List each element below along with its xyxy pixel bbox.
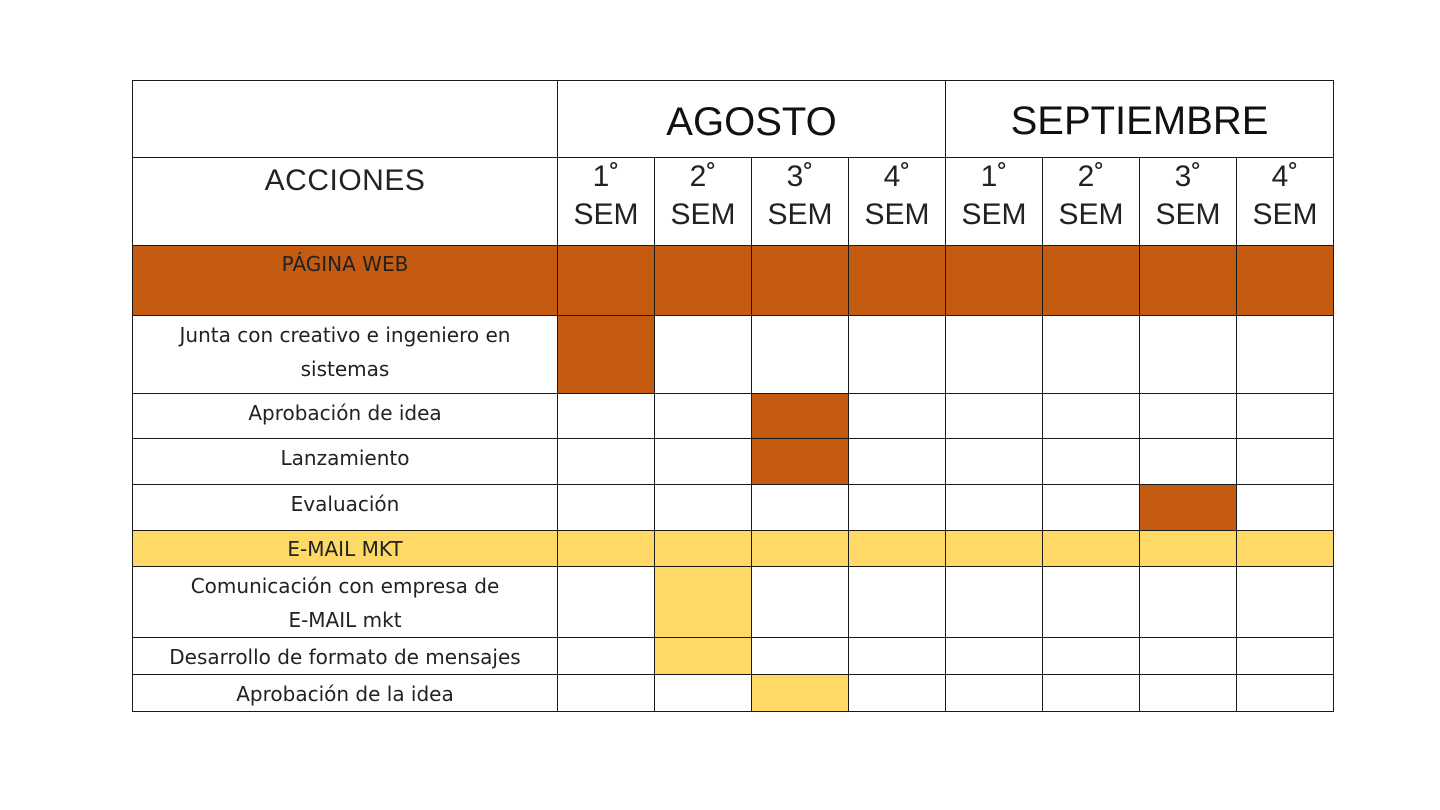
- week-number: 2˚: [689, 160, 717, 193]
- task-label: [133, 439, 558, 485]
- week-cell-active: [655, 567, 752, 638]
- week-cell-active: [1140, 246, 1237, 316]
- task-row: [133, 567, 1334, 638]
- week-header-cell: [946, 158, 1043, 246]
- task-label-line: Comunicación con empresa de: [190, 574, 500, 598]
- week-unit: SEM: [961, 198, 1027, 231]
- week-cell: [1237, 485, 1334, 531]
- task-row: [133, 439, 1334, 485]
- week-cell: [1140, 439, 1237, 485]
- task-label: [133, 675, 558, 712]
- week-cell: [752, 316, 849, 394]
- week-header-cell: [1237, 158, 1334, 246]
- week-cell: [655, 394, 752, 439]
- week-unit: SEM: [864, 198, 930, 231]
- week-cell: [946, 439, 1043, 485]
- week-cell: [946, 485, 1043, 531]
- task-label-line: Junta con creativo e ingeniero en: [179, 323, 511, 347]
- week-cell-active: [655, 638, 752, 675]
- week-cell: [1237, 439, 1334, 485]
- week-header-cell: [558, 158, 655, 246]
- week-cell-active: [752, 675, 849, 712]
- week-cell: [1043, 394, 1140, 439]
- week-cell: [849, 675, 946, 712]
- week-cell-active: [1237, 246, 1334, 316]
- week-cell: [1043, 439, 1140, 485]
- week-cell: [946, 567, 1043, 638]
- week-number: 1˚: [592, 160, 620, 193]
- week-cell: [558, 394, 655, 439]
- task-label: [133, 485, 558, 531]
- week-header-cell: [655, 158, 752, 246]
- task-label-line: Lanzamiento: [280, 446, 410, 470]
- week-cell-active: [1140, 531, 1237, 567]
- week-cell: [752, 638, 849, 675]
- task-label: [133, 394, 558, 439]
- week-header-cell: [752, 158, 849, 246]
- week-cell: [558, 638, 655, 675]
- week-number: 3˚: [1174, 160, 1202, 193]
- week-cell: [946, 675, 1043, 712]
- task-row: [133, 675, 1334, 712]
- section-label: E-MAIL MKT: [133, 531, 558, 567]
- week-cell-active: [558, 246, 655, 316]
- week-cell: [1237, 675, 1334, 712]
- week-cell-active: [1237, 531, 1334, 567]
- week-cell: [1043, 567, 1140, 638]
- week-cell: [1043, 638, 1140, 675]
- task-label: [133, 567, 558, 638]
- week-unit: SEM: [767, 198, 833, 231]
- week-cell: [1043, 485, 1140, 531]
- week-number: 4˚: [1271, 160, 1299, 193]
- week-cell: [1140, 675, 1237, 712]
- week-cell-active: [655, 246, 752, 316]
- week-number: 2˚: [1077, 160, 1105, 193]
- week-cell: [849, 567, 946, 638]
- week-cell: [558, 567, 655, 638]
- section-label: PÁGINA WEB: [133, 246, 558, 316]
- month-header-septiembre: SEPTIEMBRE: [946, 81, 1334, 158]
- task-row: [133, 316, 1334, 394]
- week-cell: [558, 675, 655, 712]
- week-unit: SEM: [1252, 198, 1318, 231]
- week-header-row: [133, 158, 1334, 246]
- week-cell: [1237, 316, 1334, 394]
- task-label-line: Evaluación: [290, 492, 400, 516]
- week-unit: SEM: [670, 198, 736, 231]
- week-cell-active: [752, 246, 849, 316]
- month-header-row: [133, 81, 1334, 158]
- week-cell-active: [849, 246, 946, 316]
- week-cell-active: [1043, 246, 1140, 316]
- week-cell: [1237, 567, 1334, 638]
- week-cell: [752, 485, 849, 531]
- week-unit: SEM: [573, 198, 639, 231]
- week-cell: [655, 439, 752, 485]
- week-cell: [1140, 567, 1237, 638]
- week-cell: [849, 638, 946, 675]
- week-cell: [558, 485, 655, 531]
- task-row: [133, 394, 1334, 439]
- week-cell: [752, 567, 849, 638]
- task-row: [133, 638, 1334, 675]
- week-cell-active: [558, 531, 655, 567]
- month-header-agosto: AGOSTO: [558, 81, 946, 158]
- week-cell: [655, 485, 752, 531]
- week-cell-active: [946, 531, 1043, 567]
- week-number: 4˚: [883, 160, 911, 193]
- week-cell: [1140, 394, 1237, 439]
- schedule-table: [132, 80, 1334, 712]
- week-number: 1˚: [980, 160, 1008, 193]
- task-label-line: sistemas: [300, 357, 390, 381]
- task-label-line: Aprobación de la idea: [236, 682, 454, 706]
- week-unit: SEM: [1155, 198, 1221, 231]
- week-cell: [1043, 316, 1140, 394]
- week-cell: [558, 439, 655, 485]
- week-number: 3˚: [786, 160, 814, 193]
- section-row-email-mkt: [133, 531, 1334, 567]
- task-label-line: Aprobación de idea: [248, 401, 442, 425]
- week-cell-active: [752, 439, 849, 485]
- week-header-cell: [1140, 158, 1237, 246]
- week-cell: [655, 675, 752, 712]
- week-cell: [1237, 638, 1334, 675]
- task-label: [133, 638, 558, 675]
- section-row-pagina-web: [133, 246, 1334, 316]
- week-cell: [946, 638, 1043, 675]
- week-cell-active: [655, 531, 752, 567]
- week-cell-active: [752, 394, 849, 439]
- week-header-cell: [849, 158, 946, 246]
- week-cell: [1140, 638, 1237, 675]
- task-label-line: E-MAIL mkt: [288, 608, 402, 632]
- task-label-line: Desarrollo de formato de mensajes: [169, 645, 521, 669]
- week-header-cell: [1043, 158, 1140, 246]
- week-cell-active: [1140, 485, 1237, 531]
- week-cell: [1237, 394, 1334, 439]
- week-cell-active: [1043, 531, 1140, 567]
- task-label: [133, 316, 558, 394]
- week-cell-active: [752, 531, 849, 567]
- task-row: [133, 485, 1334, 531]
- week-cell: [849, 439, 946, 485]
- acciones-header: ACCIONES: [133, 158, 558, 246]
- week-cell: [1043, 675, 1140, 712]
- week-cell: [655, 316, 752, 394]
- week-cell: [1140, 316, 1237, 394]
- week-cell: [946, 316, 1043, 394]
- week-cell-active: [849, 531, 946, 567]
- header-corner-cell: [133, 81, 558, 158]
- week-cell: [849, 485, 946, 531]
- week-cell-active: [946, 246, 1043, 316]
- week-cell: [946, 394, 1043, 439]
- week-unit: SEM: [1058, 198, 1124, 231]
- week-cell: [849, 394, 946, 439]
- week-cell-active: [558, 316, 655, 394]
- week-cell: [849, 316, 946, 394]
